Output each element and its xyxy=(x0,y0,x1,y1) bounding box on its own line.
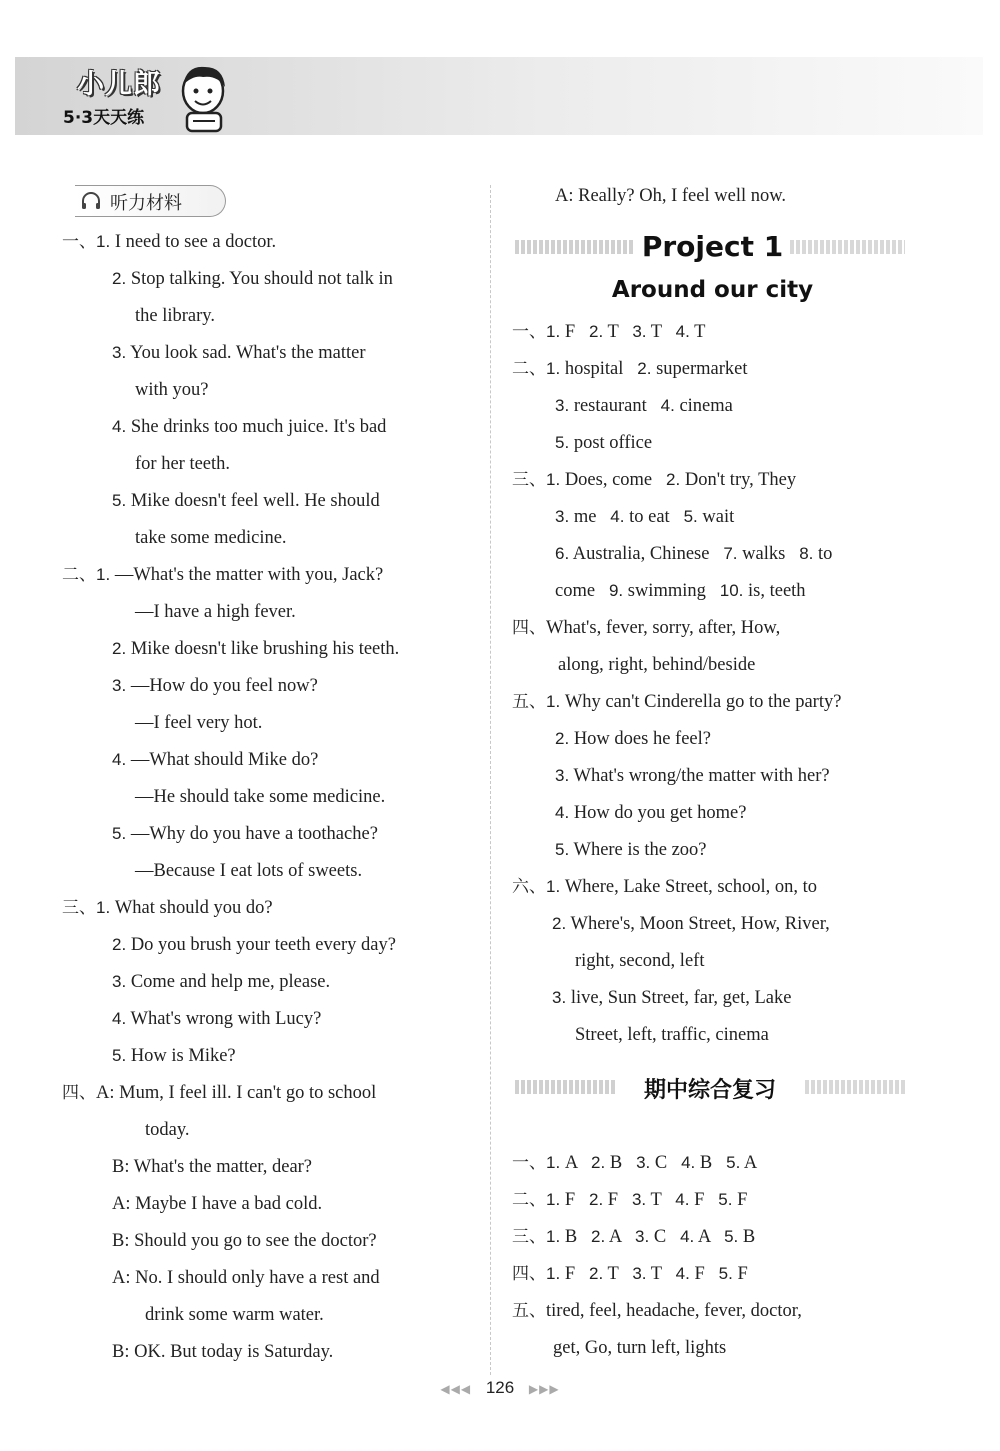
answer-text: drink some warm water. xyxy=(145,1305,324,1325)
item-number: 4. xyxy=(112,750,127,769)
answer-text: B: OK. But today is Saturday. xyxy=(112,1342,334,1362)
answer-text: Why can't Cinderella go to the party? xyxy=(560,692,842,712)
answer-text: —What's the matter with you, Jack? xyxy=(110,565,384,585)
item-number: 9. xyxy=(608,581,624,600)
answer-line xyxy=(552,912,830,936)
answer-line xyxy=(145,1118,190,1142)
answer-line xyxy=(62,230,276,254)
item-number: 1. xyxy=(96,232,111,251)
answer-text: B xyxy=(560,1227,592,1247)
item-number: 3. xyxy=(552,988,567,1007)
next-arrows-icon: ▶▶▶ xyxy=(528,1382,560,1396)
answer-line xyxy=(512,690,841,714)
answer-text: —He should take some medicine. xyxy=(135,787,386,807)
answer-text: T xyxy=(689,322,706,342)
answer-text: wait xyxy=(697,507,735,527)
section-number: 四、 xyxy=(512,1264,546,1284)
item-number: 2. xyxy=(112,935,127,954)
answer-text: How is Mike? xyxy=(126,1046,236,1066)
answer-text: Don't try, They xyxy=(680,470,797,490)
answer-line xyxy=(135,452,230,476)
item-number: 4. xyxy=(681,1153,696,1172)
section-number: 四、 xyxy=(62,1083,96,1103)
answer-line xyxy=(135,859,362,883)
answer-line xyxy=(112,674,318,698)
answer-text: live, Sun Street, far, get, Lake xyxy=(566,988,792,1008)
item-number: 2. xyxy=(555,729,570,748)
item-number: 2. xyxy=(112,269,127,288)
answer-line xyxy=(512,468,796,492)
item-number: 3. xyxy=(631,1190,647,1209)
right-top-line: A: Really? Oh, I feel well now. xyxy=(555,186,787,206)
answer-text: I need to see a doctor. xyxy=(110,232,277,252)
item-number: 3. xyxy=(112,343,127,362)
item-number: 1. xyxy=(546,1264,561,1283)
answer-text: A xyxy=(560,1153,592,1173)
answer-line xyxy=(112,1192,322,1216)
answer-line xyxy=(555,838,707,862)
answer-text: T xyxy=(646,1264,676,1284)
item-number: 4. xyxy=(610,507,625,526)
item-number: 4. xyxy=(112,417,127,436)
answer-line xyxy=(112,748,318,772)
answer-line xyxy=(553,1336,726,1360)
answer-text: F xyxy=(603,1190,632,1210)
item-number: 2. xyxy=(591,1227,606,1246)
answer-text: walks xyxy=(737,544,800,564)
section-number: 二、 xyxy=(62,565,96,585)
item-number: 1. xyxy=(96,565,111,584)
answer-line xyxy=(112,1229,377,1253)
answer-text: Stop talking. You should not talk in xyxy=(126,269,393,289)
item-number: 1. xyxy=(546,1153,561,1172)
answer-text: right, second, left xyxy=(575,951,705,971)
item-number: 5. xyxy=(555,433,570,452)
item-number: 2. xyxy=(591,1153,606,1172)
answer-line xyxy=(135,378,208,402)
answer-line xyxy=(112,822,378,846)
item-number: 3. xyxy=(555,396,570,415)
answer-text: A: No. I should only have a rest and xyxy=(112,1268,380,1288)
answer-text: —What should Mike do? xyxy=(126,750,319,770)
answer-text: —Why do you have a toothache? xyxy=(126,824,378,844)
answer-text: F xyxy=(560,1190,589,1210)
column-divider xyxy=(490,185,491,1375)
answer-line xyxy=(135,711,262,735)
item-number: 4. xyxy=(675,1190,690,1209)
answer-text: me xyxy=(569,507,611,527)
item-number: 2. xyxy=(588,1264,604,1283)
answer-text: F xyxy=(732,1190,748,1210)
answer-text: Where's, Moon Street, How, River, xyxy=(566,914,830,934)
answer-line xyxy=(112,970,330,994)
answer-line xyxy=(575,1023,769,1047)
answer-text: How do you get home? xyxy=(569,803,747,823)
section-number: 三、 xyxy=(62,898,96,918)
answer-text: Do you brush your teeth every day? xyxy=(126,935,396,955)
answer-text: Mike doesn't like brushing his teeth. xyxy=(126,639,400,659)
answer-text: Does, come xyxy=(560,470,667,490)
answer-text: restaurant xyxy=(569,396,661,416)
answer-line xyxy=(112,1155,312,1179)
answer-line xyxy=(112,415,386,439)
answer-line xyxy=(555,764,830,788)
answer-text: Street, left, traffic, cinema xyxy=(575,1025,769,1045)
item-number: 3. xyxy=(555,507,570,526)
answer-text: Where is the zoo? xyxy=(569,840,707,860)
item-number: 5. xyxy=(683,507,698,526)
answer-line xyxy=(62,563,383,587)
item-number: 2. xyxy=(588,1190,604,1209)
item-number: 1. xyxy=(546,322,561,341)
item-number: 7. xyxy=(723,544,738,563)
answer-text: What's wrong with Lucy? xyxy=(126,1009,322,1029)
answer-text: She drinks too much juice. It's bad xyxy=(126,417,387,437)
answer-text: You look sad. What's the matter xyxy=(126,343,366,363)
answer-text: F xyxy=(732,1264,748,1284)
answer-text: take some medicine. xyxy=(135,528,287,548)
section-number: 一、 xyxy=(512,322,546,342)
answer-line xyxy=(555,505,734,529)
item-number: 3. xyxy=(632,322,647,341)
answer-text: come xyxy=(555,581,609,601)
section-number: 五、 xyxy=(512,692,546,712)
item-number: 3. xyxy=(636,1153,651,1172)
answer-text: Mike doesn't feel well. He should xyxy=(126,491,380,511)
answer-text: What's wrong/the matter with her? xyxy=(569,766,830,786)
answer-line xyxy=(512,875,817,899)
brand-logo: 小儿郎 xyxy=(77,69,161,100)
page-number: 126 xyxy=(485,1378,515,1397)
answer-line xyxy=(512,1188,747,1212)
answer-text: F xyxy=(560,322,589,342)
answer-text: F xyxy=(689,1264,719,1284)
answer-line xyxy=(512,1225,755,1249)
section-number: 一、 xyxy=(62,232,96,252)
answer-text: How does he feel? xyxy=(569,729,711,749)
item-number: 3. xyxy=(555,766,570,785)
answer-text: —Because I eat lots of sweets. xyxy=(135,861,363,881)
item-number: 4. xyxy=(675,322,690,341)
item-number: 5. xyxy=(112,1046,127,1065)
section-number: 三、 xyxy=(512,1227,546,1247)
item-number: 5. xyxy=(726,1153,741,1172)
answer-line xyxy=(145,1303,324,1327)
item-number: 2. xyxy=(666,470,681,489)
item-number: 1. xyxy=(96,898,111,917)
answer-text: C xyxy=(649,1227,681,1247)
answer-text: T xyxy=(646,1190,676,1210)
item-number: 4. xyxy=(112,1009,127,1028)
answer-line xyxy=(555,801,746,825)
answer-text: Where, Lake Street, school, on, to xyxy=(560,877,818,897)
item-number: 4. xyxy=(660,396,675,415)
answer-text: A: Mum, I feel ill. I can't go to school xyxy=(96,1083,377,1103)
answer-text: to xyxy=(813,544,833,564)
item-number: 2. xyxy=(112,639,127,658)
item-number: 1. xyxy=(546,359,561,378)
item-number: 1. xyxy=(546,1227,561,1246)
answer-text: —I feel very hot. xyxy=(135,713,263,733)
page-header xyxy=(15,57,983,135)
answer-line xyxy=(112,1340,333,1364)
section-number: 一、 xyxy=(512,1153,546,1173)
answer-line xyxy=(512,1151,757,1175)
item-number: 1. xyxy=(546,1190,561,1209)
section-number: 二、 xyxy=(512,359,546,379)
mascot-boy-icon xyxy=(173,61,233,133)
answer-text: A: Maybe I have a bad cold. xyxy=(112,1194,323,1214)
answer-text: —I have a high fever. xyxy=(135,602,296,622)
item-number: 1. xyxy=(546,692,561,711)
prev-arrows-icon: ◀◀◀ xyxy=(440,1382,472,1396)
answer-line xyxy=(112,489,380,513)
answer-text: B: Should you go to see the doctor? xyxy=(112,1231,377,1251)
item-number: 4. xyxy=(675,1264,690,1283)
answer-text: get, Go, turn left, lights xyxy=(553,1338,727,1358)
section-tag-label: 听力材料 xyxy=(110,193,182,214)
answer-text: What's, fever, sorry, after, How, xyxy=(546,618,781,638)
answer-line xyxy=(112,1007,321,1031)
item-number: 1. xyxy=(546,877,561,896)
section-number: 四、 xyxy=(512,618,546,638)
answer-line xyxy=(512,616,780,640)
item-number: 3. xyxy=(635,1227,650,1246)
section-number: 六、 xyxy=(512,877,546,897)
answer-line xyxy=(512,1262,748,1286)
item-number: 2. xyxy=(637,359,652,378)
answer-text: post office xyxy=(569,433,653,453)
answer-line xyxy=(512,1299,802,1323)
item-number: 2. xyxy=(552,914,567,933)
answer-line xyxy=(112,267,393,291)
answer-line xyxy=(555,431,652,455)
answer-text: F xyxy=(689,1190,719,1210)
section-number: 五、 xyxy=(512,1301,546,1321)
answer-line xyxy=(135,785,385,809)
item-number: 5. xyxy=(718,1264,733,1283)
answer-text: the library. xyxy=(135,306,215,326)
answer-line xyxy=(112,1266,380,1290)
item-number: 6. xyxy=(555,544,570,563)
answer-line xyxy=(135,304,215,328)
answer-line xyxy=(555,542,832,566)
answer-text: A xyxy=(740,1153,758,1173)
answer-text: hospital xyxy=(560,359,638,379)
answer-line xyxy=(555,727,711,751)
answer-text: Australia, Chinese xyxy=(569,544,724,564)
answer-text: C xyxy=(650,1153,682,1173)
answer-text: cinema xyxy=(674,396,733,416)
midterm-title: 期中综合复习 xyxy=(643,1078,776,1103)
answer-line xyxy=(575,949,704,973)
item-number: 4. xyxy=(555,803,570,822)
answer-text: —How do you feel now? xyxy=(126,676,318,696)
item-number: 1. xyxy=(546,470,561,489)
answer-text: swimming xyxy=(623,581,720,601)
answer-text: for her teeth. xyxy=(135,454,231,474)
answer-text: B xyxy=(695,1153,727,1173)
answer-text: B xyxy=(738,1227,756,1247)
headphone-icon xyxy=(80,190,102,212)
answer-line xyxy=(62,896,273,920)
page-footer xyxy=(400,1378,600,1398)
answer-text: tired, feel, headache, fever, doctor, xyxy=(546,1301,802,1321)
item-number: 5. xyxy=(112,491,127,510)
answer-text: is, teeth xyxy=(743,581,806,601)
item-number: 3. xyxy=(112,972,127,991)
answer-line xyxy=(555,394,733,418)
answer-line xyxy=(558,653,755,677)
item-number: 5. xyxy=(724,1227,739,1246)
answer-text: A xyxy=(694,1227,725,1247)
project-title: Project 1 xyxy=(641,230,784,263)
answer-text: T xyxy=(603,322,633,342)
mid-stripe-right xyxy=(805,1080,905,1094)
section-number: 三、 xyxy=(512,470,546,490)
item-number: 8. xyxy=(799,544,814,563)
answer-line xyxy=(135,526,287,550)
answer-text: A xyxy=(605,1227,636,1247)
answer-line xyxy=(112,933,396,957)
answer-text: to eat xyxy=(624,507,684,527)
answer-line xyxy=(512,357,748,381)
answer-text: B xyxy=(605,1153,637,1173)
item-number: 4. xyxy=(680,1227,695,1246)
answer-text: Come and help me, please. xyxy=(126,972,331,992)
item-number: 5. xyxy=(112,824,127,843)
section-tag xyxy=(75,185,226,217)
answer-text: B: What's the matter, dear? xyxy=(112,1157,313,1177)
answer-text: with you? xyxy=(135,380,209,400)
item-number: 5. xyxy=(555,840,570,859)
mid-stripe-left xyxy=(515,1080,615,1094)
section-number: 二、 xyxy=(512,1190,546,1210)
answer-text: T xyxy=(603,1264,633,1284)
answer-line xyxy=(552,986,792,1010)
project-subtitle: Around our city xyxy=(611,277,814,303)
answer-line xyxy=(512,320,705,344)
item-number: 3. xyxy=(112,676,127,695)
item-number: 2. xyxy=(588,322,604,341)
answer-text: supermarket xyxy=(651,359,748,379)
answer-text: What should you do? xyxy=(110,898,273,918)
answer-line xyxy=(135,600,296,624)
answer-text: along, right, behind/beside xyxy=(558,655,756,675)
answer-line xyxy=(112,637,399,661)
item-number: 3. xyxy=(632,1264,647,1283)
item-number: 10. xyxy=(719,581,744,600)
answer-line xyxy=(112,1044,236,1068)
item-number: 5. xyxy=(718,1190,733,1209)
brand-subtitle: 5·3天天练 xyxy=(63,108,145,128)
answer-line xyxy=(555,579,806,603)
answer-text: F xyxy=(560,1264,589,1284)
answer-line xyxy=(112,341,366,365)
answer-text: today. xyxy=(145,1120,190,1140)
answer-line xyxy=(62,1081,376,1105)
answer-text: T xyxy=(646,322,676,342)
